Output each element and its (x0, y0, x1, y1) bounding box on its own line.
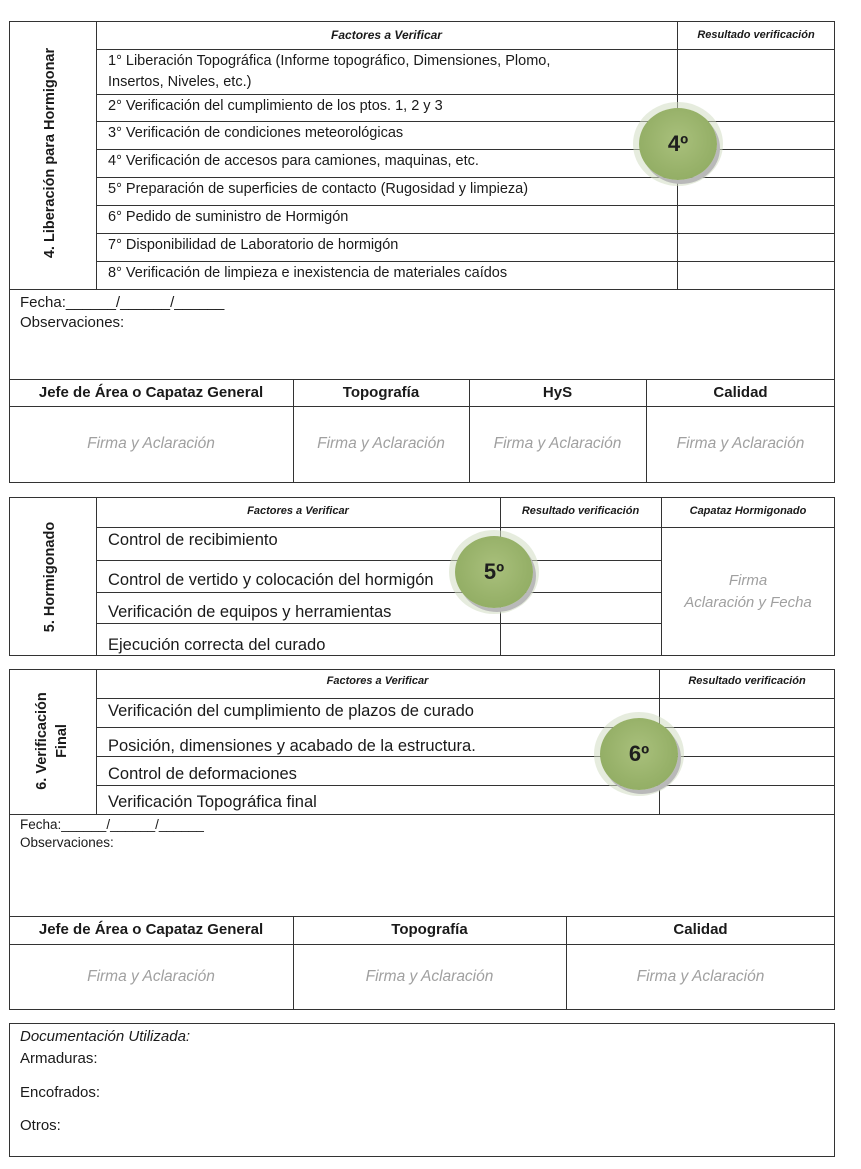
observaciones-area[interactable] (10, 334, 834, 378)
item-verificacion-topografica: Verificación Topográfica final (108, 793, 317, 811)
signature-header-jefe: Jefe de Área o Capataz General (38, 921, 264, 938)
observaciones-label: Observaciones: (20, 314, 125, 331)
factors-header: Factores a Verificar (247, 505, 349, 517)
observaciones-area[interactable] (10, 852, 834, 914)
item-ejecucion-curado: Ejecución correcta del curado (108, 636, 326, 654)
signature-header-topografia: Topografía (342, 384, 420, 401)
item-control-recibimiento: Control de recibimiento (108, 531, 278, 549)
item-1-line1: 1° Liberación Topográfica (Informe topográfico, Dimensiones, Plomo, (108, 53, 551, 69)
item-plazos-curado: Verificación del cumplimiento de plazos de curado (108, 702, 474, 720)
item-6: 6° Pedido de suministro de Hormigón (108, 209, 349, 225)
step-badge-6: 6º (600, 718, 678, 790)
signature-field-topografia[interactable]: Firma y Aclaración (317, 435, 445, 452)
capataz-header: Capataz Hormigonado (689, 505, 807, 517)
capataz-aclaracion-fecha[interactable]: Aclaración y Fecha (684, 594, 812, 611)
item-control-vertido: Control de vertido y colocación del hormigón (108, 571, 434, 589)
fecha-field[interactable]: Fecha:______/______/______ (20, 294, 225, 311)
signature-field-calidad[interactable]: Firma y Aclaración (676, 435, 805, 452)
encofrados-field[interactable]: Encofrados: (20, 1084, 101, 1101)
armaduras-field[interactable]: Armaduras: (20, 1050, 98, 1067)
signature-field-jefe[interactable]: Firma y Aclaración (87, 968, 215, 985)
otros-field[interactable]: Otros: (20, 1117, 61, 1134)
item-7: 7° Disponibilidad de Laboratorio de hormigón (108, 237, 399, 253)
item-verificacion-equipos: Verificación de equipos y herramientas (108, 603, 392, 621)
factors-header: Factores a Verificar (326, 675, 429, 687)
item-3: 3° Verificación de condiciones meteorológicas (108, 125, 404, 141)
signature-header-jefe: Jefe de Área o Capataz General (38, 384, 264, 401)
signature-field-jefe[interactable]: Firma y Aclaración (87, 435, 215, 452)
result-header: Resultado verificación (688, 675, 806, 687)
signature-header-hys: HyS (542, 384, 573, 401)
signature-field-hys[interactable]: Firma y Aclaración (493, 435, 622, 452)
factors-header: Factores a Verificar (331, 28, 442, 42)
signature-header-calidad: Calidad (713, 384, 768, 401)
item-5: 5° Preparación de superficies de contacto (Rugosidad y limpieza) (108, 181, 529, 197)
item-control-deformaciones: Control de deformaciones (108, 765, 297, 783)
observaciones-label: Observaciones: (20, 835, 114, 850)
signature-field-topografia[interactable]: Firma y Aclaración (365, 968, 494, 985)
step-badge-4: 4º (639, 108, 717, 180)
item-posicion-dimensiones: Posición, dimensiones y acabado de la estructura. (108, 737, 476, 755)
capataz-firma[interactable]: Firma (728, 572, 768, 589)
section-5-title: 5. Hormigonado (42, 521, 58, 633)
item-1-line2: Insertos, Niveles, etc.) (108, 74, 252, 90)
item-2: 2° Verificación del cumplimiento de los ptos. 1, 2 y 3 (108, 98, 443, 114)
section-4-title: 4. Liberación para Hormigonar (42, 47, 58, 259)
signature-header-calidad: Calidad (673, 921, 728, 938)
signature-field-calidad[interactable]: Firma y Aclaración (636, 968, 765, 985)
section-6-title-line1: 6. Verificación (34, 692, 50, 790)
item-8: 8° Verificación de limpieza e inexistencia de materiales caídos (108, 265, 508, 281)
documentacion-title: Documentación Utilizada: (20, 1028, 191, 1045)
signature-header-topografia: Topografía (391, 921, 468, 938)
section-6-title-line2: Final (54, 724, 70, 758)
result-header: Resultado verificación (697, 29, 815, 41)
fecha-field[interactable]: Fecha:______/______/______ (20, 817, 204, 832)
step-badge-5: 5º (455, 536, 533, 608)
item-4: 4° Verificación de accesos para camiones, maquinas, etc. (108, 153, 479, 169)
result-header: Resultado verificación (521, 505, 640, 517)
